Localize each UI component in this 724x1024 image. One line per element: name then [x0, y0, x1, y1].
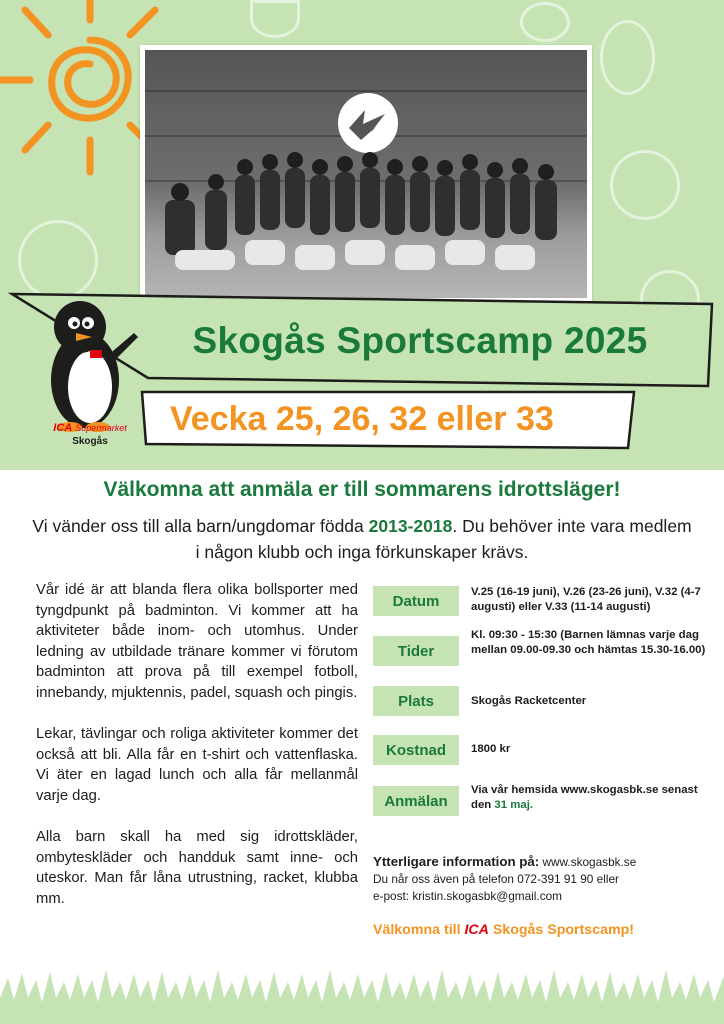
anmalan-text: Via vår hemsida www.skogasbk.se senast den: [471, 784, 698, 811]
intro-paragraph: [30, 513, 694, 565]
kostnad-value: 1800 kr: [471, 743, 511, 755]
contact-heading: Ytterligare information på:: [373, 854, 540, 869]
shuttlecock-outline-icon: [250, 0, 300, 38]
datum-label: Datum: [373, 586, 459, 616]
intro-text-after: . Du behöver inte vara medlem i någon klubb och inga förkunskaper krävs.: [195, 516, 692, 562]
camp-title: Skogås Sportscamp 2025: [192, 320, 648, 361]
closing-ica-logo-text: ICA: [464, 922, 489, 938]
tider-value: Kl. 09:30 - 15:30 (Barnen lämnas varje dag mellan 09.00-09.30 och hämtas 15.30-16.00): [471, 629, 706, 656]
welcome-heading: Välkomna att anmäla er till sommarens idrottsläger!: [103, 478, 621, 501]
group-photo-frame: [140, 45, 592, 303]
children-group-image: [145, 50, 587, 298]
tennis-ball-outline-icon: [610, 150, 680, 220]
closing-before: Välkomna till: [373, 922, 465, 938]
description-column: [36, 580, 358, 930]
camp-weeks: Vecka 25, 26, 32 eller 33: [170, 400, 554, 438]
group-photo: [145, 50, 587, 298]
contact-phone: Du når oss även på telefon 072-391 91 90 eller: [373, 872, 619, 886]
contact-info: [373, 853, 718, 905]
closing-line: [373, 922, 718, 938]
kostnad-label: Kostnad: [373, 735, 459, 765]
plats-value: Skogås Racketcenter: [471, 695, 587, 707]
description-paragraph-1: Vår idé är att blanda flera olika bollsporter med tyngdpunkt på badminton. Vi kommer att ha aktiviteter både inom- och utomhus. Under ledning av utbildade tränare kommer vi förutom badminton att prova på till exempel fotboll, innebandy, mjuktennis, padel, squash och pingis.: [36, 582, 358, 701]
anmalan-deadline: 31 maj.: [494, 799, 534, 811]
ica-logo-text: ICA: [53, 422, 73, 434]
anmalan-value: [471, 783, 715, 813]
sponsor-city: Skogås: [72, 436, 108, 447]
supermarket-text: Supermarket: [75, 423, 127, 433]
football-outline-icon: [18, 220, 98, 300]
contact-website: www.skogasbk.se: [539, 855, 637, 869]
anmalan-label: Anmälan: [373, 786, 459, 816]
contact-heading-line: [373, 853, 718, 871]
description-paragraph-3: Alla barn skall ha med sig idrottskläder, ombyteskläder och handduk samt inne- och uteskor. Man får låna utrustning, racket, klubba mm.: [36, 829, 358, 907]
ping-pong-outline-icon: [520, 2, 570, 42]
tider-label: Tider: [373, 636, 459, 666]
closing-after: Skogås Sportscamp!: [488, 922, 634, 938]
birth-years: 2013-2018: [368, 516, 453, 536]
datum-value: V.25 (16-19 juni), V.26 (23-26 juni), V.32 (4-7 augusti) eller V.33 (11-14 augusti): [471, 586, 701, 613]
plats-label: Plats: [373, 686, 459, 716]
contact-email: e-post: kristin.skogasbk@gmail.com: [373, 889, 562, 903]
description-paragraph-2: Lekar, tävlingar och roliga aktiviteter kommer det också att bli. Alla får en t-shirt och vattenflaska. Vi äter en lagad lunch och alla får mellanmål varje dag.: [36, 726, 358, 804]
racket-outline-icon: [600, 20, 655, 95]
intro-text-before: Vi vänder oss till alla barn/ungdomar födda: [32, 516, 369, 536]
sponsor-logo: [40, 422, 140, 448]
grass-decoration: [0, 968, 724, 1024]
